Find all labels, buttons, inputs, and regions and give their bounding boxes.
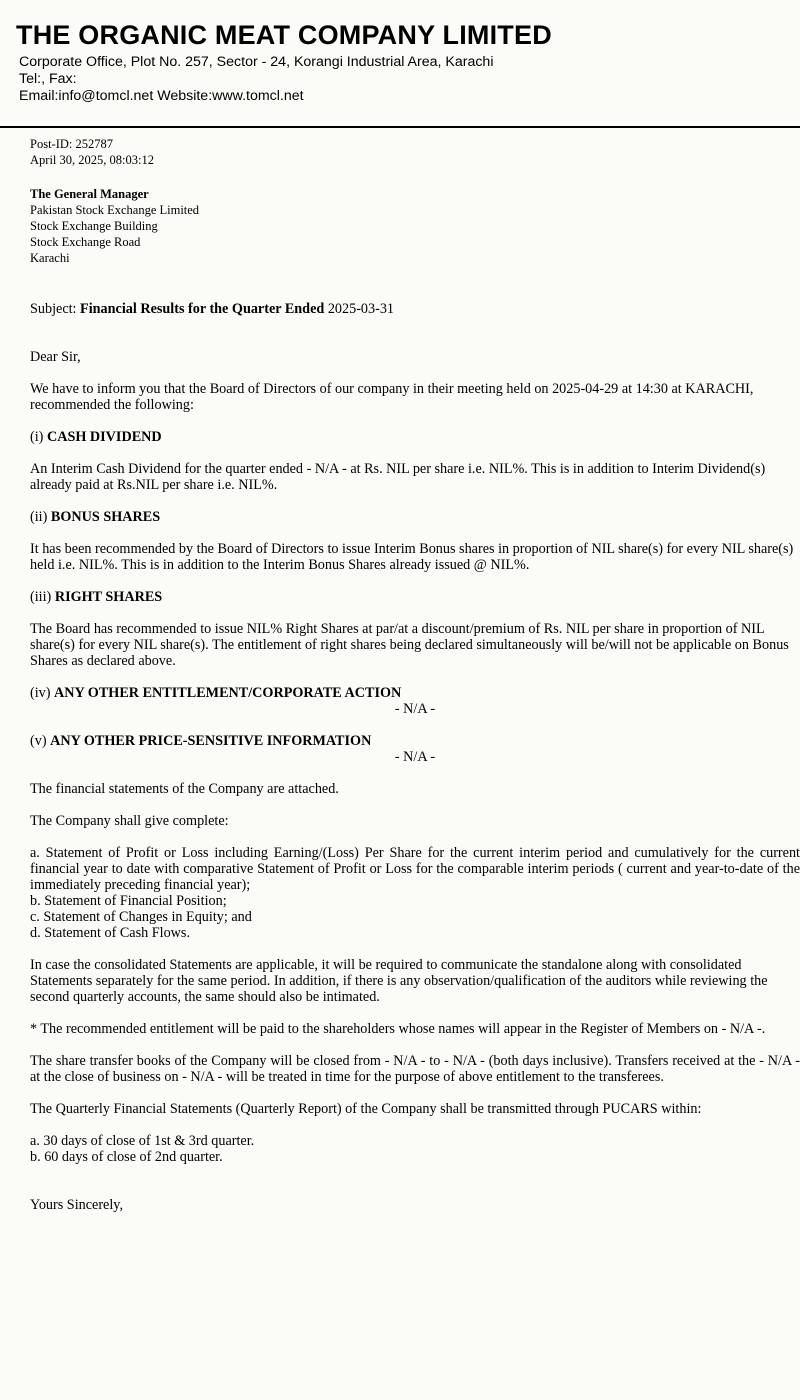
statement-list-item-a: a. Statement of Profit or Loss including Earning/(Loss) Per Share for the current interim period and cumulatively for the current financial year to date with comparative Statement of Profit or Loss for the comparable interim periods ( current and year-to-date of the immediately preceding financial year); xyxy=(30,845,800,893)
company-email-website: Email:info@tomcl.net Website:www.tomcl.net xyxy=(19,88,304,104)
transfer-books-paragraph: The share transfer books of the Company will be closed from - N/A - to - N/A - (both days inclusive). Transfers received at the - N/A - at the close of business on - N/A - will be treated in time for the purpose of above entitlement to the transferees. xyxy=(30,1053,800,1085)
section-heading-bonus-shares xyxy=(30,509,800,525)
section-number: (iv) xyxy=(30,685,55,701)
company-tel-fax: Tel:, Fax: xyxy=(19,71,77,87)
bonus-shares-text: It has been recommended by the Board of Directors to issue Interim Bonus shares in proportion of NIL share(s) for every NIL share(s) held i.e. NIL%. This is in addition to the Interim Bonus Shares already issued @ NIL%. xyxy=(30,541,794,573)
letter-body xyxy=(30,136,800,1213)
right-shares-text: The Board has recommended to issue NIL% Right Shares at par/at a discount/premium of Rs. NIL per share in proportion of NIL share(s) for every NIL share(s). The entitlement of right shares being declared simultaneously will be/will not be applicable on Bonus Shares as declared above. xyxy=(30,621,789,669)
section-title: CASH DIVIDEND xyxy=(46,429,162,445)
statement-list-item-b: b. Statement of Financial Position; xyxy=(30,893,227,909)
post-datetime: April 30, 2025, 08:03:12 xyxy=(30,153,154,167)
recipient-line: Stock Exchange Building xyxy=(30,219,158,233)
section-title: RIGHT SHARES xyxy=(54,589,163,605)
recipient-title: The General Manager xyxy=(30,187,149,201)
recipient-line: Karachi xyxy=(30,251,70,265)
consolidated-paragraph: In case the consolidated Statements are applicable, it will be required to communicate the standalone along with consolidated Statements separately for the same period. In addition, if there is any observation/qualification of the auditors while reviewing the second quarterly accounts, the same should also be intimated. xyxy=(30,957,768,1005)
statement-list-item-d: d. Statement of Cash Flows. xyxy=(30,925,190,941)
section-title: BONUS SHARES xyxy=(50,509,161,525)
cash-dividend-text: An Interim Cash Dividend for the quarter ended - N/A - at Rs. NIL per share i.e. NIL%. This is in addition to Interim Dividend(s) already paid at Rs.NIL per share i.e. NIL%. xyxy=(30,461,766,493)
letterhead xyxy=(0,0,800,128)
section-heading-price-sensitive xyxy=(30,733,800,749)
section-title: ANY OTHER PRICE-SENSITIVE INFORMATION xyxy=(50,733,372,749)
entitlement-note: * The recommended entitlement will be paid to the shareholders whose names will appear in the Register of Members on - N/A -. xyxy=(30,1021,766,1037)
shall-give: The Company shall give complete: xyxy=(30,813,229,829)
post-id: Post-ID: 252787 xyxy=(30,137,113,151)
section-heading-right-shares xyxy=(30,589,800,605)
subject-line xyxy=(30,301,800,317)
company-address: Corporate Office, Plot No. 257, Sector - 24, Korangi Industrial Area, Karachi xyxy=(19,54,494,70)
intro-paragraph: We have to inform you that the Board of Directors of our company in their meeting held on 2025-04-29 at 14:30 at KARACHI, recommended the following: xyxy=(30,381,754,413)
section-heading-cash-dividend xyxy=(30,429,800,445)
closing: Yours Sincerely, xyxy=(30,1197,124,1213)
recipient-line: Pakistan Stock Exchange Limited xyxy=(30,203,200,217)
section-heading-other-entitlement xyxy=(30,685,800,701)
section-number: (v) xyxy=(30,733,51,749)
price-sensitive-value: - N/A - xyxy=(394,749,436,765)
pucars-list-item-b: b. 60 days of close of 2nd quarter. xyxy=(30,1149,223,1165)
pucars-list-item-a: a. 30 days of close of 1st & 3rd quarter. xyxy=(30,1133,255,1149)
subject-label: Subject: xyxy=(30,301,81,317)
statement-list-item-c: c. Statement of Changes in Equity; and xyxy=(30,909,252,925)
section-number: (iii) xyxy=(30,589,55,605)
salutation: Dear Sir, xyxy=(30,349,81,365)
section-title: ANY OTHER ENTITLEMENT/CORPORATE ACTION xyxy=(54,685,402,701)
subject-date: 2025-03-31 xyxy=(324,301,395,317)
recipient-line: Stock Exchange Road xyxy=(30,235,141,249)
section-number: (i) xyxy=(30,429,47,445)
other-entitlement-value: - N/A - xyxy=(394,701,436,717)
company-name: THE ORGANIC MEAT COMPANY LIMITED xyxy=(16,20,552,50)
subject-title: Financial Results for the Quarter Ended xyxy=(80,301,325,317)
section-number: (ii) xyxy=(30,509,51,525)
statements-attached: The financial statements of the Company are attached. xyxy=(30,781,339,797)
pucars-paragraph: The Quarterly Financial Statements (Quarterly Report) of the Company shall be transmitted through PUCARS within: xyxy=(30,1101,702,1117)
